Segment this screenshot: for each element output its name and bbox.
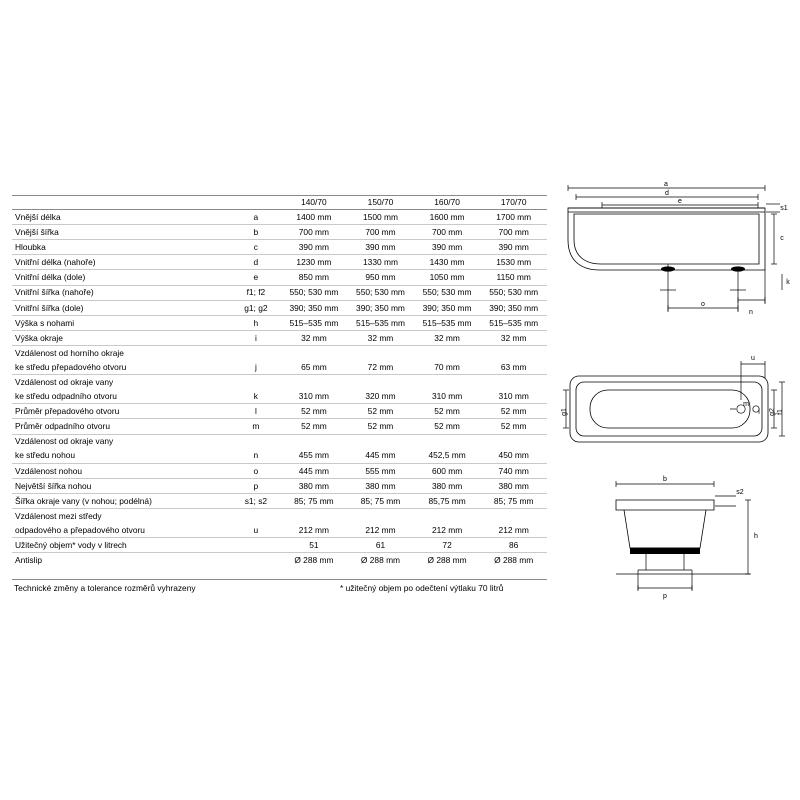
row-value: 86 <box>509 540 519 550</box>
row-value <box>347 508 414 523</box>
table-bottom-rule <box>12 579 547 580</box>
row-label: Šířka okraje vany (v nohou; podélná) <box>15 495 152 506</box>
table-row-continuation <box>12 434 547 449</box>
row-value: 85; 75 mm <box>294 495 334 506</box>
row-symbol: h <box>253 317 259 328</box>
row-value: 700 mm <box>365 227 396 238</box>
row-value <box>347 345 414 360</box>
row-symbol: n <box>253 450 259 461</box>
side-section-view <box>560 178 790 333</box>
row-symbol: g1; g2 <box>244 302 268 313</box>
row-symbol: b <box>253 227 259 238</box>
row-value: Ø 288 mm <box>294 555 334 566</box>
dim-label-m: m <box>743 401 749 408</box>
dim-label-c: c <box>780 235 784 242</box>
row-symbol: e <box>253 272 259 283</box>
header-size-140: 140/70 <box>301 196 327 207</box>
header-size-160: 160/70 <box>434 196 460 207</box>
row-label: Průměr přepadového otvoru <box>15 406 120 417</box>
row-value: 52 mm <box>367 421 394 432</box>
row-value: 52 mm <box>500 406 527 417</box>
row-value: 390; 350 mm <box>289 302 339 313</box>
row-label: Antislip <box>15 555 42 566</box>
row-value: 1430 mm <box>429 257 465 268</box>
row-value: 51 <box>309 540 319 550</box>
row-value: 380 mm <box>431 480 463 491</box>
row-value <box>414 434 481 449</box>
row-value: 52 mm <box>434 421 460 432</box>
row-value: 1050 mm <box>429 272 465 283</box>
dim-label-f1: f1 <box>777 409 784 415</box>
table-row <box>12 404 547 419</box>
row-label: Vzdálenost nohou <box>15 465 83 476</box>
table-row <box>12 360 547 375</box>
table-row <box>12 300 547 315</box>
row-value: 310 mm <box>298 391 330 402</box>
row-value: 32 mm <box>434 332 460 343</box>
table-row <box>12 270 547 285</box>
table-row <box>12 449 547 464</box>
row-value: 1230 mm <box>296 257 332 268</box>
dim-label-e: e <box>678 198 682 205</box>
row-label: Průměr odpadního otvoru <box>15 421 110 432</box>
row-value: 212 mm <box>431 524 463 535</box>
row-value: 52 mm <box>301 406 327 417</box>
row-value <box>347 434 414 449</box>
row-value: 310 mm <box>431 391 463 402</box>
table-row <box>12 225 547 240</box>
row-label: Vnější délka <box>15 211 61 222</box>
dim-label-k: k <box>786 279 790 286</box>
row-symbol <box>231 538 280 553</box>
table-row <box>12 463 547 478</box>
table-row <box>12 330 547 345</box>
row-value: Ø 288 mm <box>360 555 401 566</box>
row-value: 52 mm <box>301 421 327 432</box>
row-symbol <box>231 434 280 449</box>
dim-label-g1: g1 <box>561 408 568 416</box>
row-value: 1600 mm <box>429 211 465 222</box>
row-symbol: o <box>253 465 259 476</box>
table-row <box>12 553 547 568</box>
row-label: Výška okraje <box>15 332 63 343</box>
row-symbol <box>231 345 280 360</box>
table-row <box>12 210 547 225</box>
row-value: 850 mm <box>298 272 330 283</box>
row-value: 310 mm <box>498 391 529 402</box>
row-symbol <box>231 553 280 568</box>
table-row-continuation <box>12 508 547 523</box>
row-symbol: u <box>253 524 259 535</box>
table-row-continuation <box>12 375 547 390</box>
table-row <box>12 478 547 493</box>
row-value: 390; 350 mm <box>489 302 539 313</box>
footnote-technical-changes: Technické změny a tolerance rozměrů vyhrazeny <box>14 583 196 593</box>
row-value: 52 mm <box>434 406 460 417</box>
row-value: 32 mm <box>367 332 394 343</box>
dim-label-s2: s2 <box>736 489 744 496</box>
row-label: ke středu přepadového otvoru <box>15 361 127 372</box>
dim-label-l: l <box>758 409 760 416</box>
row-symbol <box>231 508 280 523</box>
row-symbol: d <box>253 257 259 268</box>
row-label: Vnitřní šířka (nahoře) <box>15 287 94 298</box>
row-value: 550; 530 mm <box>489 287 539 298</box>
row-value: 52 mm <box>500 421 527 432</box>
row-value: 1400 mm <box>296 211 332 222</box>
row-value: Ø 288 mm <box>427 555 467 566</box>
row-value: 212 mm <box>298 524 330 535</box>
row-symbol: p <box>253 480 259 491</box>
dim-label-g2: g2 <box>769 408 776 416</box>
row-value: 1330 mm <box>363 257 398 268</box>
row-value: 445 mm <box>365 450 396 461</box>
row-value: 445 mm <box>298 465 330 476</box>
row-value: 452,5 mm <box>428 450 466 461</box>
row-value <box>480 345 547 360</box>
dim-label-a: a <box>664 181 668 188</box>
row-label: Vnější šířka <box>15 227 59 238</box>
row-value: 550; 530 mm <box>422 287 472 298</box>
row-value: 550; 530 mm <box>356 287 405 298</box>
row-value <box>347 375 414 390</box>
row-value: 390 mm <box>298 242 330 253</box>
row-value: 85; 75 mm <box>360 495 401 506</box>
row-value <box>414 375 481 390</box>
row-value: 455 mm <box>298 450 330 461</box>
row-symbol: m <box>252 421 260 432</box>
row-value <box>414 508 481 523</box>
table-row <box>12 493 547 508</box>
row-value <box>281 375 348 390</box>
row-label: Vnitřní délka (nahoře) <box>15 257 96 268</box>
row-value: 390 mm <box>498 242 529 253</box>
row-value: 380 mm <box>298 480 330 491</box>
row-value: 515–535 mm <box>422 317 472 328</box>
row-value: 72 <box>442 540 452 550</box>
row-value: 212 mm <box>365 524 396 535</box>
front-elevation-view <box>560 470 790 600</box>
row-label: ke středu odpadního otvoru <box>15 391 117 402</box>
row-value: 65 mm <box>301 361 327 372</box>
table-row <box>12 389 547 404</box>
row-value: 85; 75 mm <box>493 495 534 506</box>
dim-label-h: h <box>754 533 758 540</box>
row-label: odpadového a přepadového otvoru <box>15 524 145 535</box>
table-row <box>12 255 547 270</box>
row-value: 390; 350 mm <box>422 302 472 313</box>
row-symbol: j <box>254 361 257 372</box>
row-symbol: k <box>253 391 258 402</box>
row-value: 85,75 mm <box>428 495 466 506</box>
row-value: 390 mm <box>431 242 463 253</box>
table-header-row <box>12 195 547 210</box>
row-value: 700 mm <box>498 227 529 238</box>
table-row <box>12 523 547 538</box>
row-value: 700 mm <box>298 227 330 238</box>
row-value: 380 mm <box>498 480 529 491</box>
row-value: 390; 350 mm <box>356 302 405 313</box>
row-symbol: s1; s2 <box>244 495 268 506</box>
row-label: Vnitřní délka (dole) <box>15 272 86 283</box>
row-value <box>480 375 547 390</box>
table-row <box>12 538 547 553</box>
row-symbol: c <box>253 242 258 253</box>
row-value: 320 mm <box>365 391 396 402</box>
row-value: 32 mm <box>500 332 527 343</box>
row-value: 1500 mm <box>363 211 398 222</box>
row-label: Užitečný objem* vody v litrech <box>15 540 127 550</box>
row-value: 63 mm <box>500 361 527 372</box>
header-symbol-cell <box>231 195 280 210</box>
dim-label-u: u <box>751 355 755 362</box>
row-value: 1700 mm <box>496 211 532 222</box>
row-symbol: a <box>253 211 259 222</box>
row-label: Výška s nohami <box>15 317 75 328</box>
row-value: 52 mm <box>367 406 394 417</box>
row-value <box>414 345 481 360</box>
row-label: Největší šířka nohou <box>15 480 92 491</box>
row-value: 1530 mm <box>496 257 532 268</box>
row-symbol: f1; f2 <box>246 287 266 298</box>
row-symbol: l <box>254 406 257 417</box>
header-size-150: 150/70 <box>367 196 394 207</box>
row-value: 1150 mm <box>496 272 531 283</box>
row-symbol: i <box>254 332 257 343</box>
table-row <box>12 315 547 330</box>
table-row <box>12 285 547 300</box>
row-value: 950 mm <box>365 272 396 283</box>
row-value: 515–535 mm <box>356 317 405 328</box>
row-value: 70 mm <box>434 361 460 372</box>
row-value: 390 mm <box>365 242 396 253</box>
row-value <box>480 508 547 523</box>
row-label: Vzdálenost od horního okraje <box>15 347 124 358</box>
dim-label-b: b <box>663 476 667 483</box>
row-label: ke středu nohou <box>15 450 76 461</box>
row-value: 61 <box>375 540 386 550</box>
dim-label-o: o <box>701 301 705 308</box>
row-label: Vzdálenost od okraje vany <box>15 376 114 387</box>
row-label: Vnitřní šířka (dole) <box>15 302 84 313</box>
row-value: 212 mm <box>498 524 529 535</box>
row-value: 600 mm <box>431 465 463 476</box>
row-value: 32 mm <box>301 332 327 343</box>
row-value: 450 mm <box>498 450 529 461</box>
row-value <box>281 345 348 360</box>
row-value: Ø 288 mm <box>494 555 534 566</box>
top-plan-view <box>560 350 790 460</box>
row-value: 72 mm <box>367 361 394 372</box>
row-label: Vzdálenost mezi středy <box>15 510 102 521</box>
row-symbol <box>231 375 280 390</box>
row-value <box>281 508 348 523</box>
row-value <box>281 434 348 449</box>
table-row <box>12 240 547 255</box>
header-size-170: 170/70 <box>500 196 527 207</box>
dim-label-d: d <box>665 190 669 197</box>
header-label-cell <box>12 195 231 210</box>
table-row-continuation <box>12 345 547 360</box>
table-row <box>12 419 547 434</box>
specification-table <box>12 195 547 567</box>
row-value: 550; 530 mm <box>289 287 339 298</box>
footnote-volume: * užitečný objem po odečtení výtlaku 70 litrů <box>340 583 504 593</box>
dim-label-n: n <box>749 309 753 316</box>
row-value: 515–535 mm <box>489 317 539 328</box>
row-value: 700 mm <box>431 227 463 238</box>
row-value: 740 mm <box>498 465 529 476</box>
row-value: 515–535 mm <box>289 317 339 328</box>
dim-label-p: p <box>663 593 667 600</box>
row-value: 380 mm <box>365 480 396 491</box>
row-label: Hloubka <box>15 242 46 253</box>
row-label: Vzdálenost od okraje vany <box>15 436 114 447</box>
row-value: 555 mm <box>365 465 396 476</box>
dim-label-s1: s1 <box>780 205 788 212</box>
row-value <box>480 434 547 449</box>
